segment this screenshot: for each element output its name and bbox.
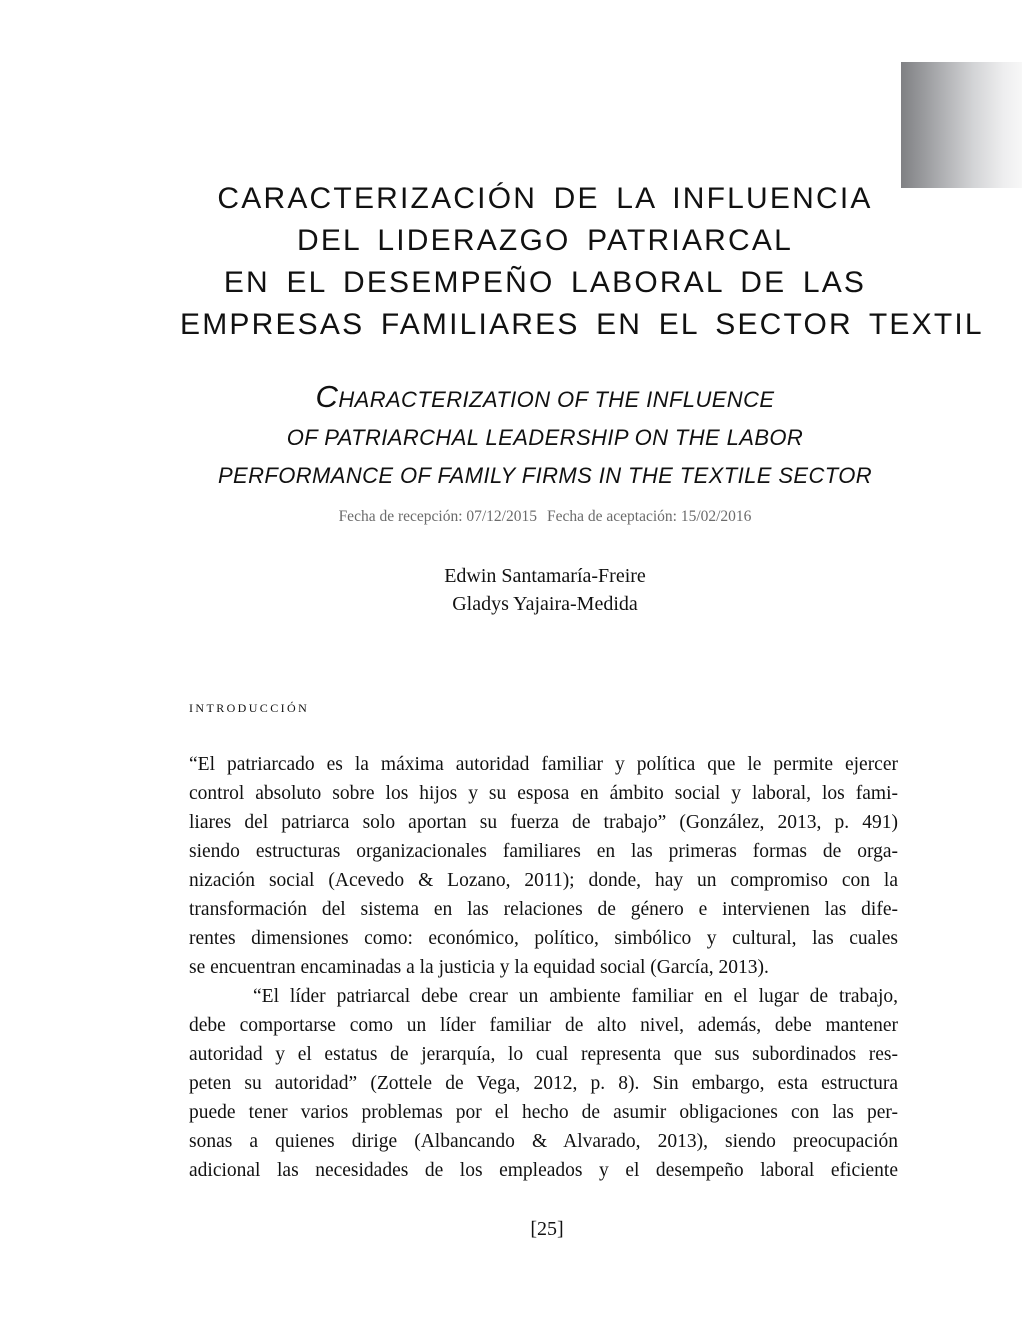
title-spanish-line: CARACTERIZACIÓN DE LA INFLUENCIA: [217, 182, 873, 215]
text-line: peten su autoridad” (Zottele de Vega, 2012, p. 8). Sin embargo, esta estructura: [189, 1073, 898, 1094]
text-line: debe comportarse como un líder familiar de alto nivel, además, debe mantener: [189, 1015, 898, 1036]
text-line: se encuentran encaminadas a la justicia y la equidad social (García, 2013).: [189, 957, 769, 978]
text-line: puede tener varios problemas por el hecho de asumir obligaciones con las per-: [189, 1102, 898, 1123]
paragraph-2: [189, 982, 898, 1185]
page-number: [25]: [530, 1218, 564, 1240]
author-name: Gladys Yajaira-Medida: [452, 593, 638, 615]
chapter-thumb-tab: [901, 62, 1022, 188]
text-line: nización social (Acevedo & Lozano, 2011); donde, hay un compromiso con la: [189, 870, 898, 891]
title-english-initial: C: [315, 379, 339, 414]
text-line: transformación del sistema en las relaciones de género e intervienen las dife-: [189, 899, 898, 920]
text-line: “El patriarcado es la máxima autoridad familiar y política que le permite ejercer: [189, 754, 898, 775]
title-spanish-line: DEL LIDERAZGO PATRIARCAL: [296, 224, 793, 257]
title-spanish-line: EN EL DESEMPEÑO LABORAL DE LAS: [223, 266, 867, 299]
accepted-date: Fecha de aceptación: 15/02/2016: [546, 508, 752, 525]
title-spanish: [180, 178, 984, 346]
text-line: adicional las necesidades de los empleados y el desempeño laboral eficiente: [189, 1160, 898, 1181]
author-list: [180, 562, 910, 618]
title-english-line: OF PATRIARCHAL LEADERSHIP ON THE LABOR: [286, 425, 804, 450]
title-english-line: [180, 378, 910, 419]
title-english-line: PERFORMANCE OF FAMILY FIRMS IN THE TEXTILE SECTOR: [217, 463, 873, 488]
body-text: [189, 750, 898, 1185]
author-name: Edwin Santamaría-Freire: [444, 565, 646, 587]
paragraph-1: [189, 750, 898, 982]
text-line: liares del patriarca solo aportan su fuerza de trabajo” (González, 2013, p. 491): [189, 812, 898, 833]
submission-dates: [180, 508, 910, 526]
text-line: autoridad y el estatus de jerarquía, lo cual representa que sus subordinados res-: [189, 1044, 898, 1065]
title-english: [180, 378, 910, 495]
text-line: rentes dimensiones como: económico, político, simbólico y cultural, las cuales: [189, 928, 898, 949]
text-line: control absoluto sobre los hijos y su esposa en ámbito social y laboral, los fami-: [189, 783, 898, 804]
text-line: “El líder patriarcal debe crear un ambiente familiar en el lugar de trabajo,: [253, 986, 898, 1007]
section-heading-introduccion: introducción: [189, 697, 310, 716]
text-line: siendo estructuras organizacionales familiares en las primeras formas de orga-: [189, 841, 898, 862]
title-english-line-rest: HARACTERIZATION OF THE INFLUENCE: [338, 387, 775, 412]
title-spanish-line: EMPRESAS FAMILIARES EN EL SECTOR TEXTIL: [180, 308, 984, 341]
received-date: Fecha de recepción: 07/12/2015: [338, 508, 537, 525]
text-line: sonas a quienes dirige (Albancando & Alvarado, 2013), siendo preocupación: [189, 1131, 898, 1152]
